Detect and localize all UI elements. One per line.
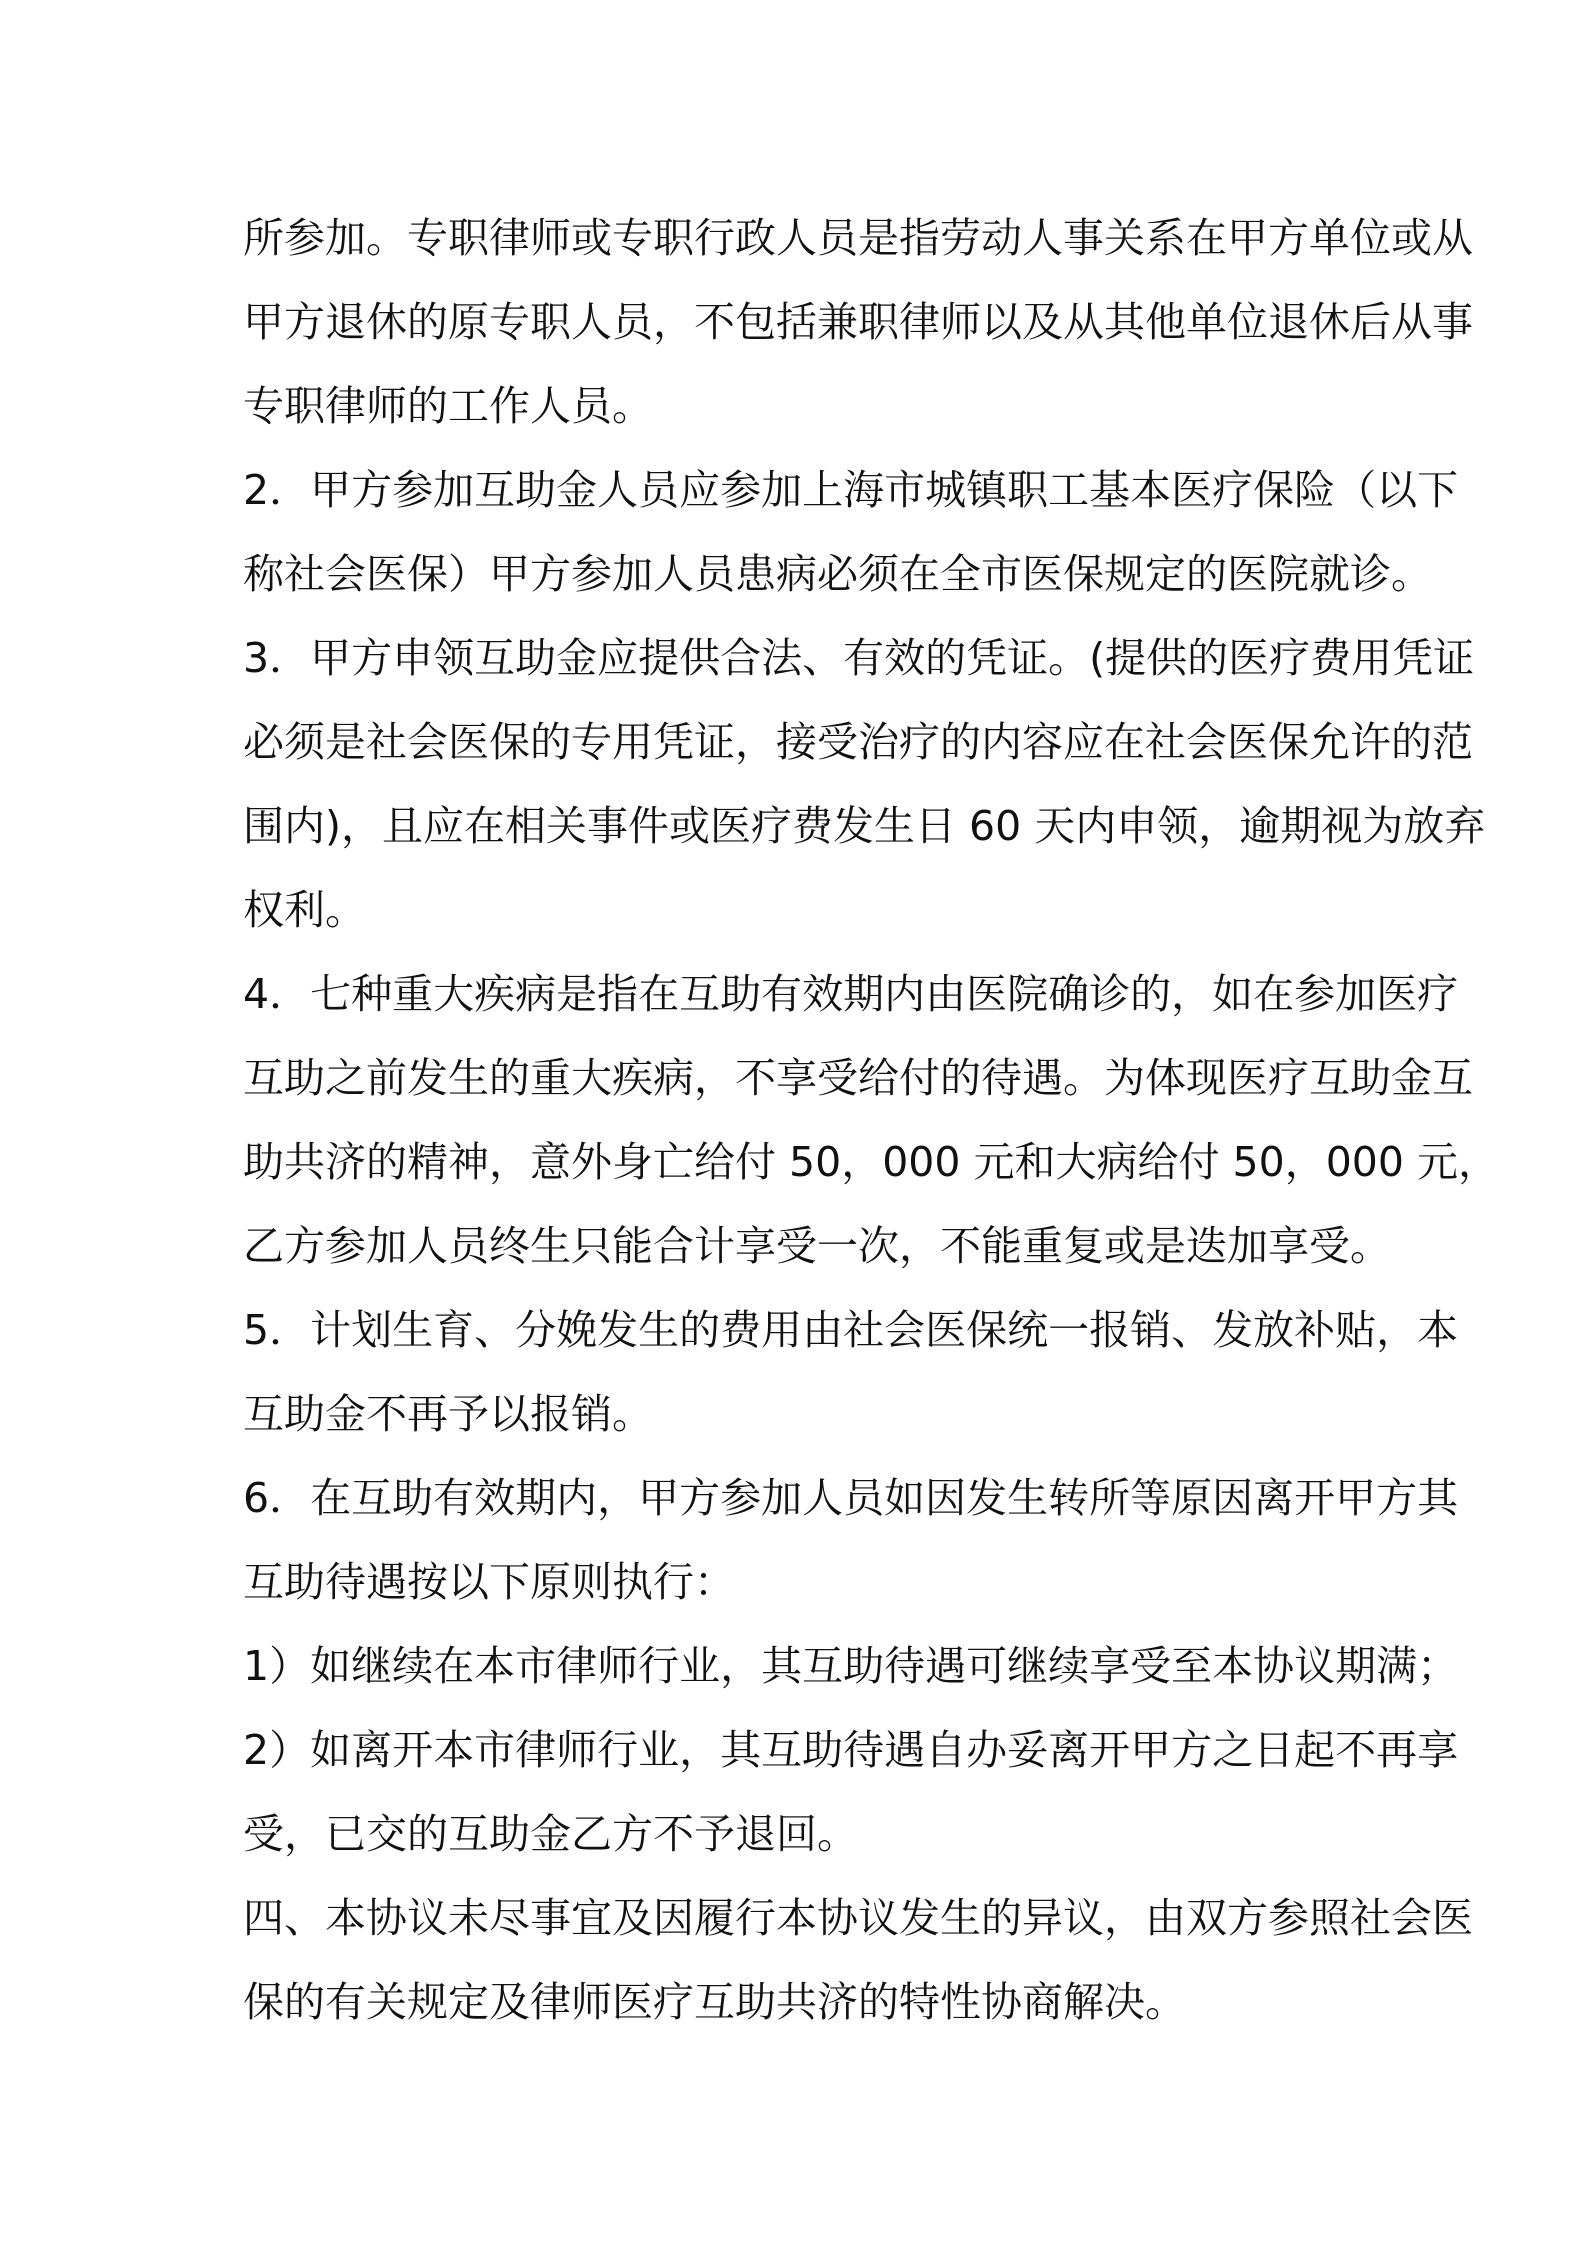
- text-line: 受，已交的互助金乙方不予退回。: [243, 1810, 858, 1858]
- text-line: 1）如继续在本市律师行业，其互助待遇可继续享受至本协议期满；: [243, 1642, 1459, 1690]
- text-line: 专职律师的工作人员。: [243, 382, 653, 430]
- text-line: 5．计划生育、分娩发生的费用由社会医保统一报销、发放补贴，本: [243, 1306, 1459, 1354]
- text-line: 必须是社会医保的专用凭证，接受治疗的内容应在社会医保允许的范: [243, 718, 1473, 766]
- text-line: 称社会医保）甲方参加人员患病必须在全市医保规定的医院就诊。: [243, 550, 1432, 598]
- text-line: 甲方退休的原专职人员，不包括兼职律师以及从其他单位退休后从事: [243, 298, 1473, 346]
- text-line: 保的有关规定及律师医疗互助共济的特性协商解决。: [243, 1978, 1186, 2026]
- text-line: 2．甲方参加互助金人员应参加上海市城镇职工基本医疗保险（以下: [243, 466, 1459, 514]
- text-line: 权利。: [243, 886, 366, 934]
- text-line: 助共济的精神，意外身亡给付 50，000 元和大病给付 50，000 元，: [243, 1138, 1499, 1186]
- text-line: 所参加。专职律师或专职行政人员是指劳动人事关系在甲方单位或从: [243, 214, 1473, 262]
- text-line: 围内)，且应在相关事件或医疗费发生日 60 天内申领，逾期视为放弃: [243, 802, 1486, 850]
- text-line: 2）如离开本市律师行业，其互助待遇自办妥离开甲方之日起不再享: [243, 1726, 1459, 1774]
- text-line: 四、本协议未尽事宜及因履行本协议发生的异议，由双方参照社会医: [243, 1894, 1473, 1942]
- text-line: 互助之前发生的重大疾病，不享受给付的待遇。为体现医疗互助金互: [243, 1054, 1473, 1102]
- text-line: 互助金不再予以报销。: [243, 1390, 653, 1438]
- text-line: 4．七种重大疾病是指在互助有效期内由医院确诊的，如在参加医疗: [243, 970, 1459, 1018]
- text-line: 6．在互助有效期内，甲方参加人员如因发生转所等原因离开甲方其: [243, 1474, 1459, 1522]
- text-line: 3．甲方申领互助金应提供合法、有效的凭证。(提供的医疗费用凭证: [243, 634, 1475, 682]
- document-body: [243, 196, 1499, 2044]
- text-line: 乙方参加人员终生只能合计享受一次，不能重复或是迭加享受。: [243, 1222, 1391, 1270]
- text-line: 互助待遇按以下原则执行：: [243, 1558, 735, 1606]
